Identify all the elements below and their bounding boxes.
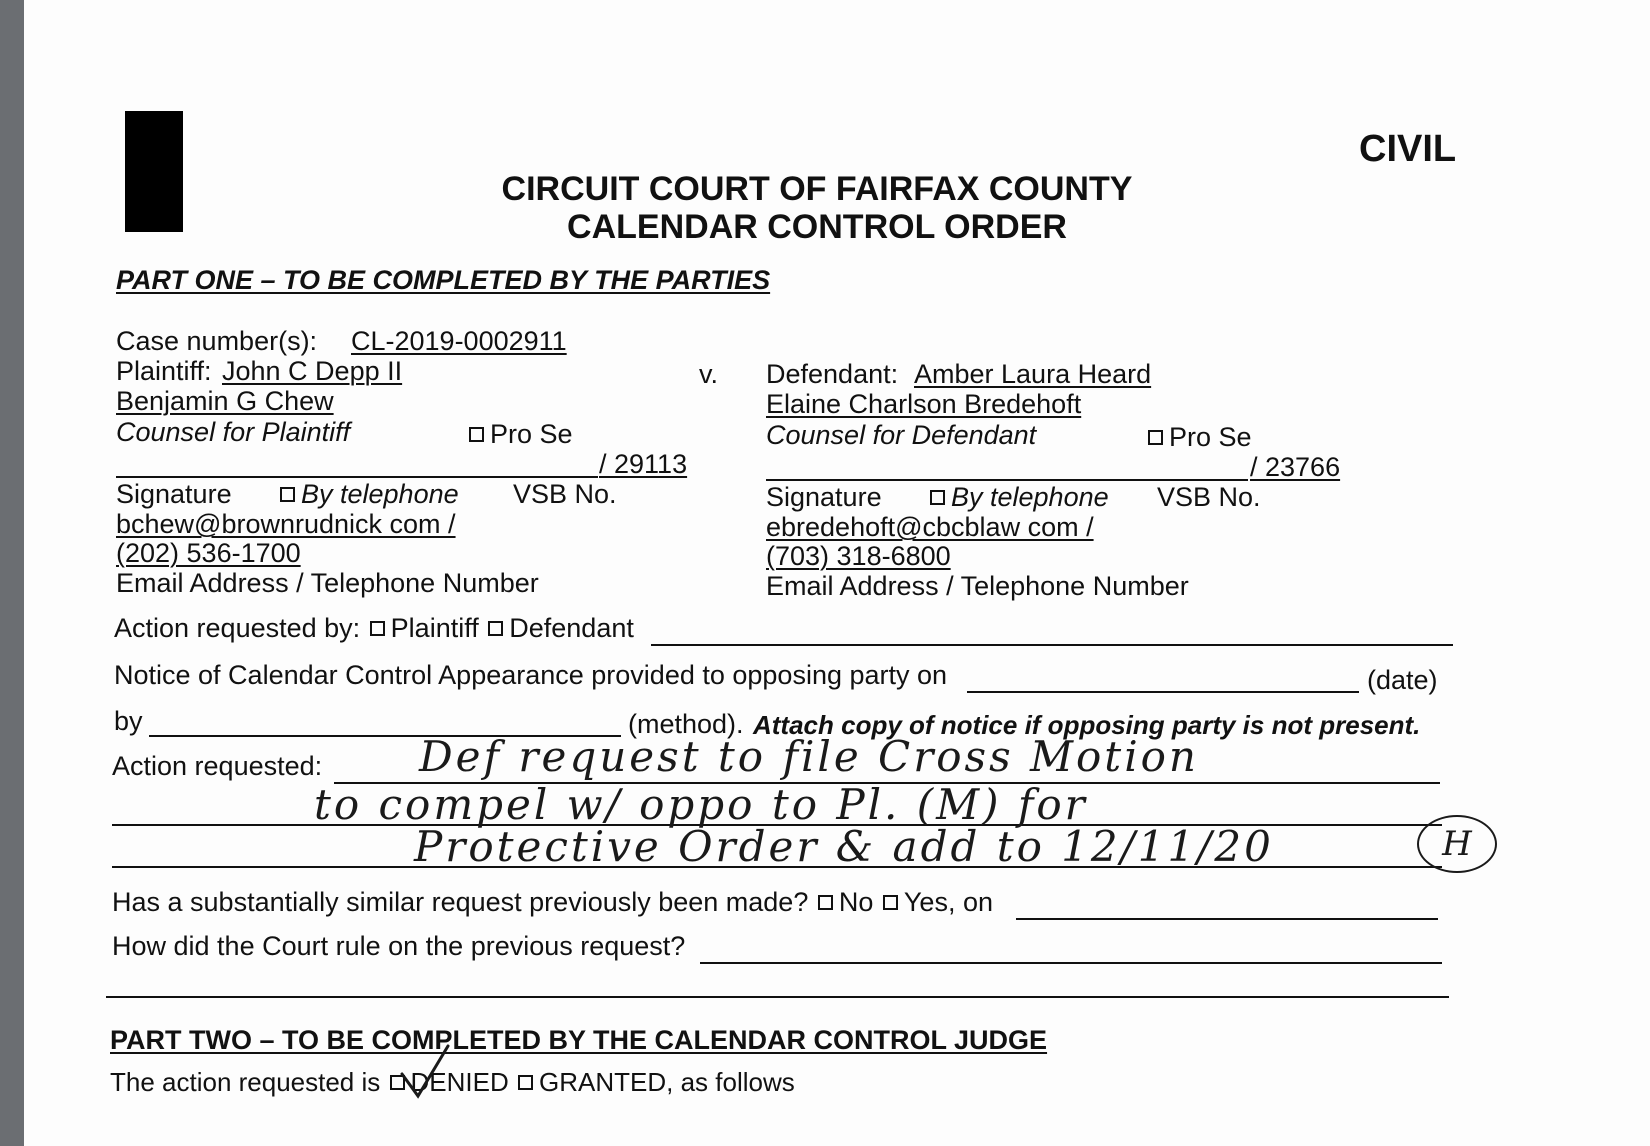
action-requested-label: Action requested: [112, 751, 323, 781]
plaintiff-label: Plaintiff: [116, 356, 212, 386]
similar-request: Has a substantially similar request previously been made? No Yes, on [112, 887, 993, 917]
defendant-phone: (703) 318-6800 [766, 541, 951, 571]
plaintiff-name: John C Depp II [222, 356, 403, 386]
document-page [24, 0, 1650, 1146]
plaintiff-counsel-name: Benjamin G Chew [116, 386, 334, 416]
defendant-label: Defendant: [766, 359, 899, 389]
action-by-defendant-checkbox[interactable] [488, 621, 503, 636]
plaintiff-vsb-number: / 29113 [599, 449, 688, 479]
defendant-email: ebredehoft@cbcblaw com / [766, 512, 1094, 542]
plaintiff-email: bchew@brownrudnick com / [116, 509, 456, 539]
defendant-telephone-checkbox[interactable] [930, 490, 945, 505]
defendant-counsel-label: Counsel for Defendant [766, 420, 1037, 450]
handwriting-circled-mark: H [1417, 815, 1497, 873]
method-label: (method). [628, 709, 744, 739]
defendant-counsel-name: Elaine Charlson Bredehoft [766, 389, 1082, 419]
similar-yes-checkbox[interactable] [883, 895, 898, 910]
similar-date-line [1016, 918, 1438, 920]
plaintiff-contact-label: Email Address / Telephone Number [116, 568, 539, 598]
action-requested-by: Action requested by: Plaintiff Defendant [114, 613, 634, 643]
notice-date-line [967, 691, 1359, 693]
similar-no-checkbox[interactable] [818, 895, 833, 910]
handwriting-line-3: Protective Order & add to 12/11/20 [414, 822, 1274, 871]
attach-note: Attach copy of notice if opposing party is not present. [753, 710, 1421, 740]
handwriting-line-2: to compel w/ oppo to Pl. (M) for [314, 780, 1088, 829]
previous-ruling-line [700, 962, 1442, 964]
defendant-vsb-number: / 23766 [1250, 452, 1341, 482]
defendant-contact-label: Email Address / Telephone Number [766, 571, 1189, 601]
plaintiff-by-telephone: By telephone [278, 478, 459, 510]
civil-label: CIVIL [1359, 128, 1457, 170]
part-one-heading: PART ONE – TO BE COMPLETED BY THE PARTIES [116, 265, 771, 295]
defendant-pro-se-checkbox[interactable] [1148, 430, 1163, 445]
plaintiff-telephone-checkbox[interactable] [280, 487, 295, 502]
part-two-heading: PART TWO – TO BE COMPLETED BY THE CALENDAR CONTROL JUDGE [110, 1025, 1048, 1055]
versus-label: v. [699, 359, 718, 389]
defendant-signature-label: Signature [766, 482, 882, 512]
action-by-plaintiff-checkbox[interactable] [370, 621, 385, 636]
previous-ruling-line-2 [106, 996, 1449, 998]
defendant-vsb-label: VSB No. [1157, 482, 1261, 512]
action-ruling: The action requested is DENIED GRANTED, as follows [110, 1067, 795, 1097]
denied-check-mark [396, 1040, 456, 1100]
case-number: CL-2019-0002911 [351, 326, 567, 356]
notice-label: Notice of Calendar Control Appearance provided to opposing party on [114, 660, 948, 690]
handwriting-line-1: Def request to file Cross Motion [419, 732, 1199, 781]
plaintiff-pro-se: Pro Se [467, 418, 573, 450]
defendant-pro-se: Pro Se [1146, 421, 1252, 453]
action-by-line [651, 644, 1453, 646]
date-label: (date) [1367, 665, 1438, 695]
granted-checkbox[interactable] [518, 1075, 533, 1090]
by-label: by [114, 706, 143, 736]
court-title: CIRCUIT COURT OF FAIRFAX COUNTY [501, 170, 1133, 208]
defendant-by-telephone: By telephone [928, 481, 1109, 513]
previous-ruling-label: How did the Court rule on the previous request? [112, 931, 686, 961]
plaintiff-vsb-label: VSB No. [513, 479, 617, 509]
plaintiff-signature-label: Signature [116, 479, 232, 509]
plaintiff-phone: (202) 536-1700 [116, 538, 301, 568]
plaintiff-counsel-label: Counsel for Plaintiff [116, 417, 351, 447]
order-title: CALENDAR CONTROL ORDER [567, 208, 1067, 246]
plaintiff-pro-se-checkbox[interactable] [469, 427, 484, 442]
defendant-name: Amber Laura Heard [914, 359, 1152, 389]
case-number-label: Case number(s): [116, 326, 318, 356]
